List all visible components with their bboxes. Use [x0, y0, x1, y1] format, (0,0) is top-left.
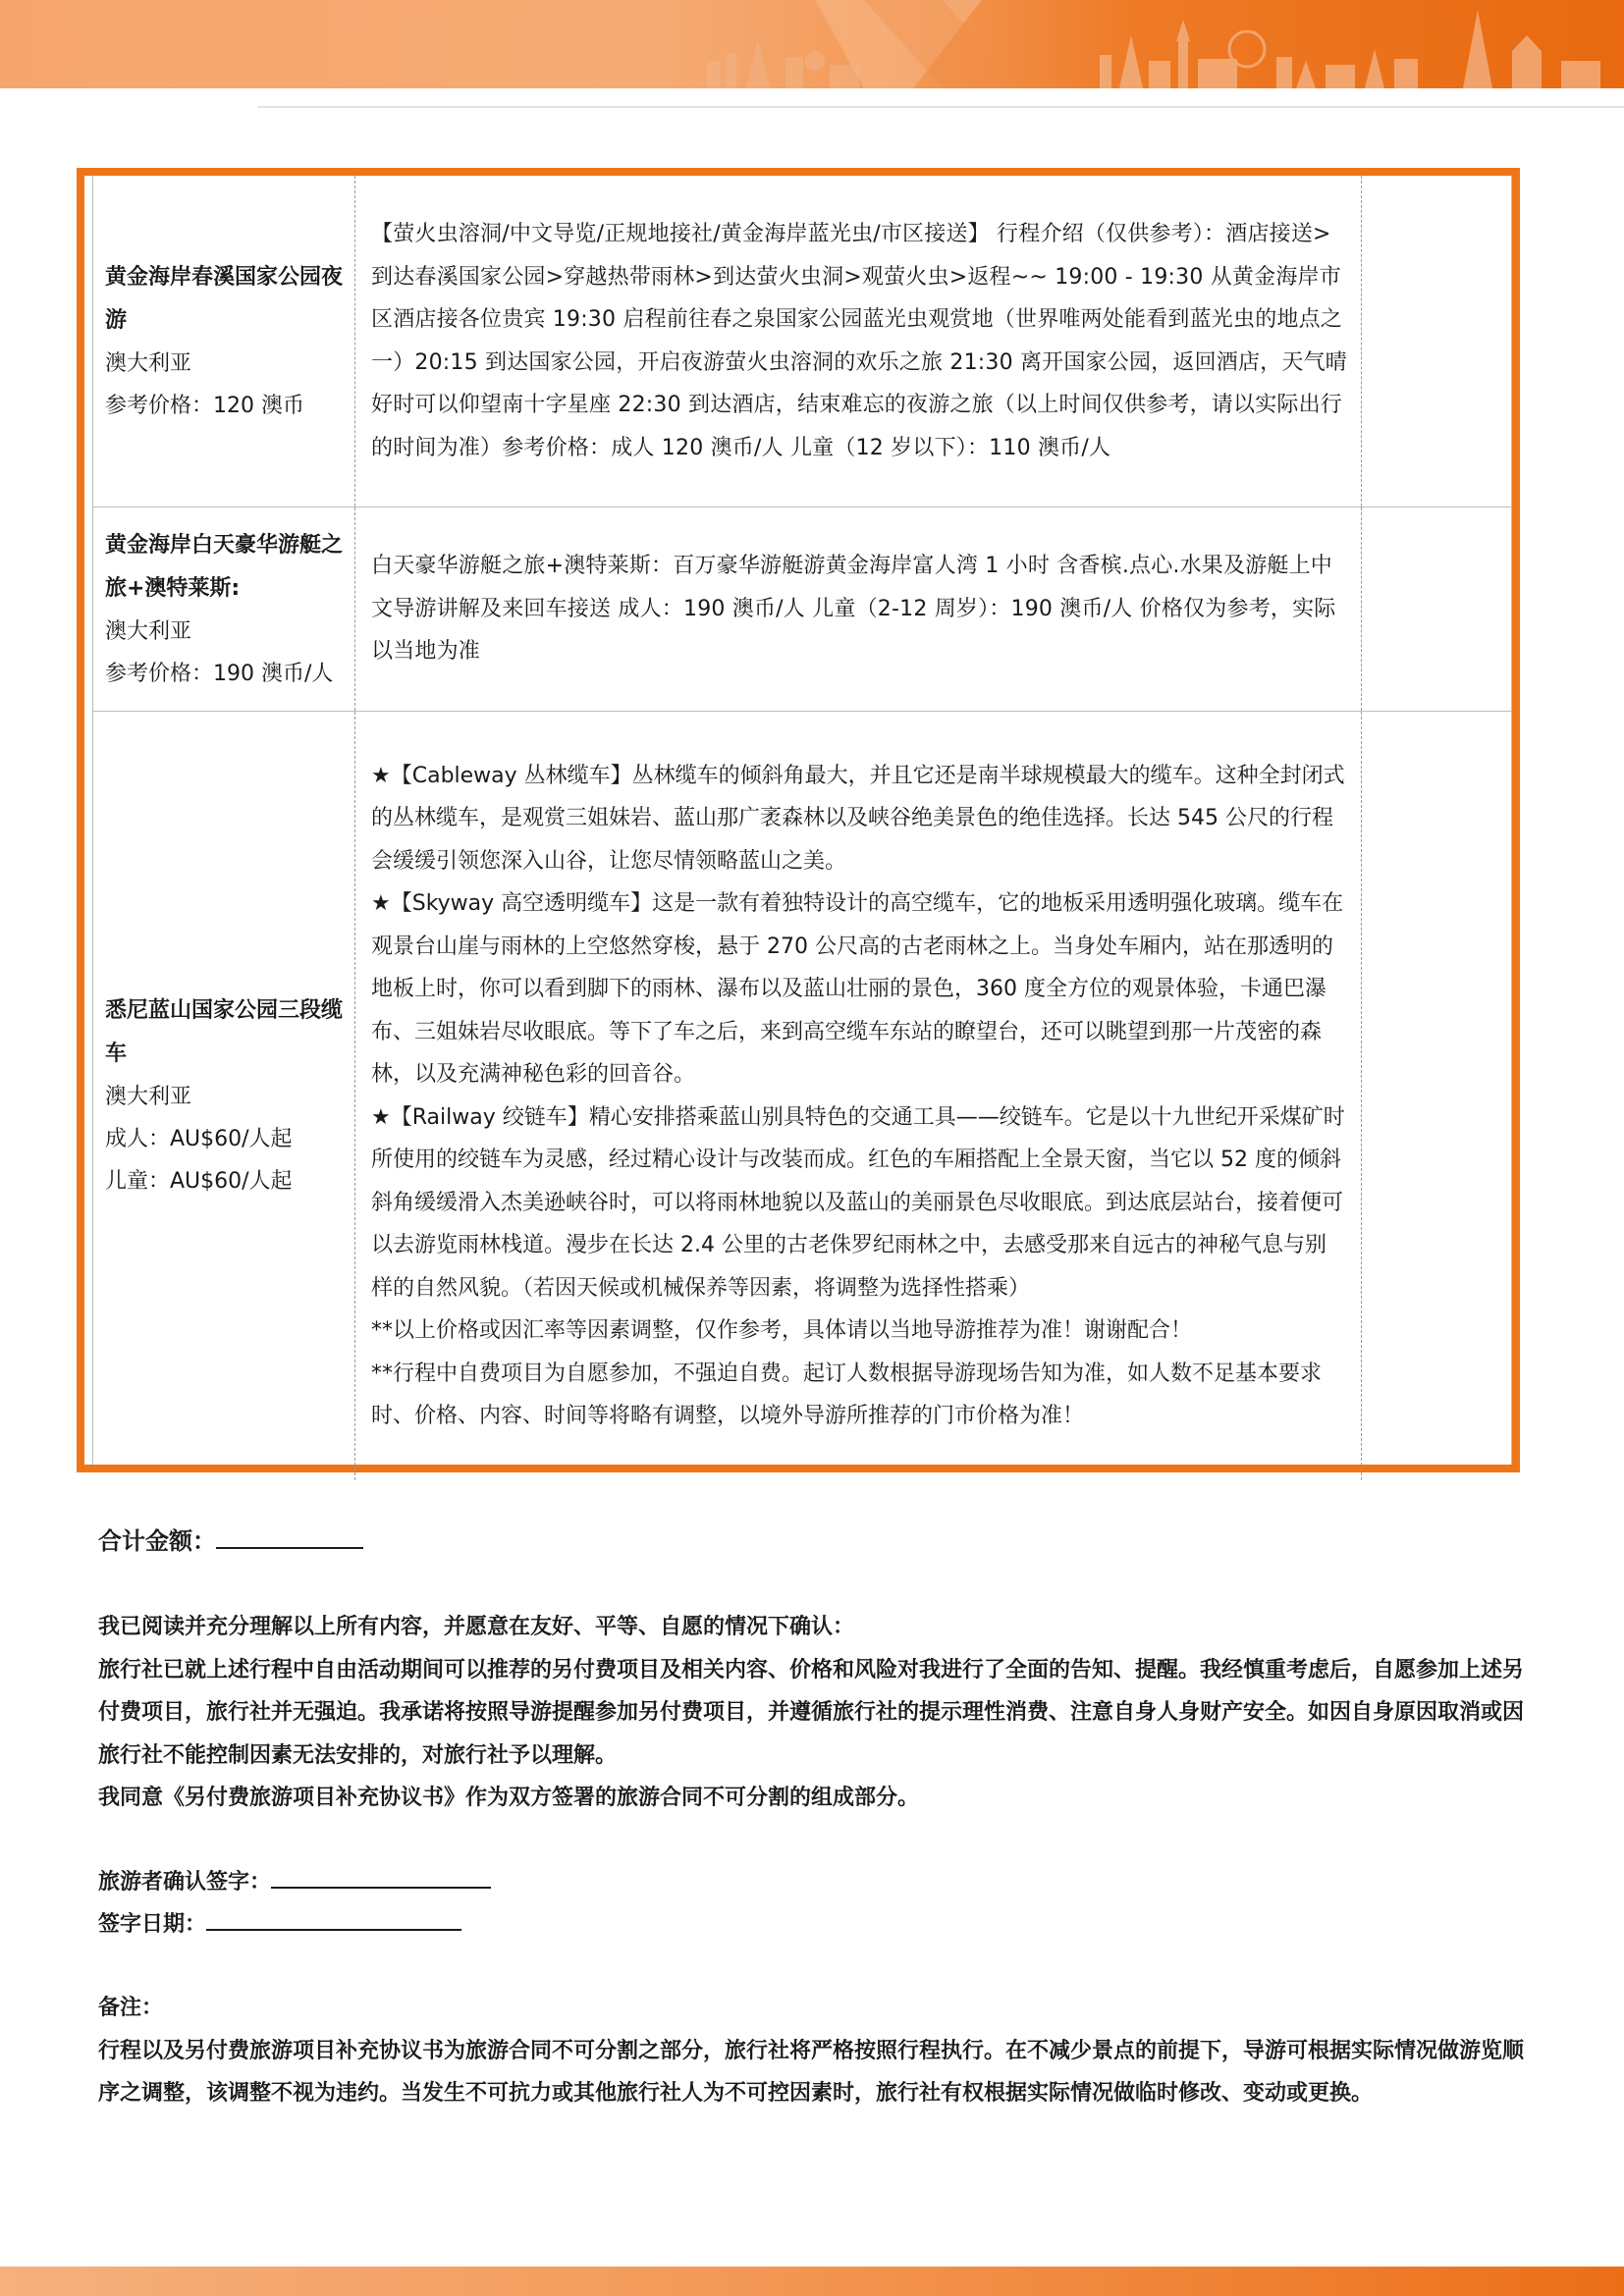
- activity-price: 参考价格：190 澳币/人: [105, 661, 334, 686]
- confirmation-statement: [98, 1606, 1532, 1820]
- activity-country: 澳大利亚: [105, 1085, 192, 1109]
- activity-description-cell: [354, 507, 1362, 711]
- activity-name-cell: [93, 176, 354, 507]
- adult-price: 成人：AU$60/人起: [105, 1127, 293, 1151]
- activity-description-cell: [354, 712, 1362, 1480]
- activity-name-cell: [93, 507, 354, 711]
- price-note: **以上价格或因汇率等因素调整，仅作参考，具体请以当地导游推荐为准！谢谢配合！: [371, 1318, 1193, 1343]
- remarks-title: 备注：: [98, 1996, 164, 2020]
- skyline-decoration: [0, 0, 1624, 88]
- activity-title: 黄金海岸白天豪华游艇之旅+澳特莱斯:: [105, 532, 344, 601]
- header-rule: [257, 106, 1624, 108]
- total-amount: [98, 1522, 363, 1561]
- activity-description: 【萤火虫溶洞/中文导览/正规地接社/黄金海岸蓝光虫/市区接送】 行程介绍（仅供参考）：酒店接送>到达春溪国家公园>穿越热带雨林>到达萤火虫洞>观萤火虫>返程~~ 19:00 - 19:30 从黄金海岸市区酒店接各位贵宾 19:30 启程前往春之泉国家公园蓝光虫观赏地（世界唯两处能看到蓝光虫的地点之一）20:15 到达国家公园，开启夜游萤火虫溶洞的欢乐之旅 21:30 离开国家公园，返回酒店，天气晴好时可以仰望南十字星座 22:30 到达酒店，结束难忘的夜游之旅（以上时间仅供参考，请以实际出行的时间为准）参考价格：成人 120 澳币/人 儿童（12 岁以下）：110 澳币/人: [371, 222, 1347, 460]
- total-blank[interactable]: [216, 1523, 363, 1549]
- empty-cell: [1362, 507, 1511, 711]
- footer-bar: [0, 2267, 1624, 2296]
- child-price: 儿童：AU$60/人起: [105, 1169, 293, 1194]
- signature-date-blank[interactable]: [206, 1905, 461, 1931]
- traveler-signature: [98, 1861, 491, 1904]
- railway-paragraph: ★【Railway 绞链车】精心安排搭乘蓝山别具特色的交通工具——绞链车。它是以十九世纪开采煤矿时所使用的绞链车为灵感，经过精心设计与改装而成。红色的车厢搭配上全景天窗，当它以 52 度的倾斜斜角缓缓滑入杰美逊峡谷时，可以将雨林地貌以及蓝山的美丽景色尽收眼底。到达底层站台，接着便可以去游览雨林栈道。漫步在长达 2.4 公里的古老侏罗纪雨林之中，去感受那来自远古的神秘气息与别样的自然风貌。（若因天候或机械保养等因素，将调整为选择性搭乘）: [371, 1104, 1345, 1301]
- cableway-paragraph: ★【Cableway 丛林缆车】丛林缆车的倾斜角最大，并且它还是南半球规模最大的缆车。这种全封闭式的丛林缆车，是观赏三姐妹岩、蓝山那广袤森林以及峡谷绝美景色的绝佳选择。长达 545 公尺的行程会缓缓引领您深入山谷，让您尽情领略蓝山之美。: [371, 763, 1345, 874]
- remarks-text: 行程以及另付费旅游项目补充协议书为旅游合同不可分割之部分，旅行社将严格按照行程执行。在不减少景点的前提下，导游可根据实际情况做游览顺序之调整，该调整不视为违约。当发生不可抗力或其他旅行社人为不可控因素时，旅行社有权根据实际情况做临时修改、变动或更换。: [98, 2038, 1525, 2107]
- empty-cell: [1362, 712, 1511, 1480]
- activity-description-cell: [354, 176, 1362, 507]
- activity-title: 黄金海岸春溪国家公园夜游: [105, 264, 344, 333]
- table-row: [93, 712, 1511, 1480]
- confirmation-intro: 我已阅读并充分理解以上所有内容，并愿意在友好、平等、自愿的情况下确认：: [98, 1615, 855, 1639]
- total-label: 合计金额：: [98, 1527, 216, 1555]
- optional-activities-table: [77, 168, 1520, 1472]
- activity-name-cell: [93, 712, 354, 1480]
- signature-date: [98, 1903, 461, 1947]
- activity-title: 悉尼蓝山国家公园三段缆车: [105, 998, 344, 1066]
- skyway-paragraph: ★【Skyway 高空透明缆车】这是一款有着独特设计的高空缆车，它的地板采用透明强化玻璃。缆车在观景台山崖与雨林的上空悠然穿梭，悬于 270 公尺高的古老雨林之上。当身处车厢内，站在那透明的地板上时，你可以看到脚下的雨林、瀑布以及蓝山壮丽的景色，360 度全方位的观景体验，卡通巴瀑布、三姐妹岩尽收眼底。等下了车之后，来到高空缆车东站的瞭望台，还可以眺望到那一片茂密的森林，以及充满神秘色彩的回音谷。: [371, 891, 1344, 1087]
- table-row: [93, 176, 1511, 507]
- traveler-signature-label: 旅游者确认签字：: [98, 1870, 272, 1895]
- confirmation-body: 旅行社已就上述行程中自由活动期间可以推荐的另付费项目及相关内容、价格和风险对我进行了全面的告知、提醒。我经慎重考虑后，自愿参加上述另付费项目，旅行社并无强迫。我承诺将按照导游提醒参加另付费项目，并遵循旅行社的提示理性消费、注意自身人身财产安全。如因自身原因取消或因旅行社不能控制因素无法安排的，对旅行社予以理解。: [98, 1657, 1525, 1768]
- activity-country: 澳大利亚: [105, 350, 192, 376]
- table-row: [93, 507, 1511, 712]
- signature-date-label: 签字日期：: [98, 1912, 207, 1937]
- self-pay-note: **行程中自费项目为自愿参加，不强迫自费。起订人数根据导游现场告知为准，如人数不足基本要求时、价格、内容、时间等将略有调整，以境外导游所推荐的门市价格为准！: [371, 1361, 1323, 1428]
- traveler-signature-blank[interactable]: [271, 1863, 491, 1889]
- activity-price: 参考价格：120 澳币: [105, 393, 304, 418]
- activity-country: 澳大利亚: [105, 618, 192, 644]
- confirmation-agreement: 我同意《另付费旅游项目补充协议书》作为双方签署的旅游合同不可分割的组成部分。: [98, 1786, 920, 1811]
- remarks: [98, 1987, 1532, 2115]
- activity-description: 白天豪华游艇之旅+澳特莱斯：百万豪华游艇游黄金海岸富人湾 1 小时 含香槟.点心.水果及游艇上中文导游讲解及来回车接送 成人：190 澳币/人 儿童（2-12 周岁）：190 澳币/人 价格仅为参考，实际以当地为准: [371, 554, 1336, 665]
- header-banner: [0, 0, 1624, 88]
- empty-cell: [1362, 176, 1511, 507]
